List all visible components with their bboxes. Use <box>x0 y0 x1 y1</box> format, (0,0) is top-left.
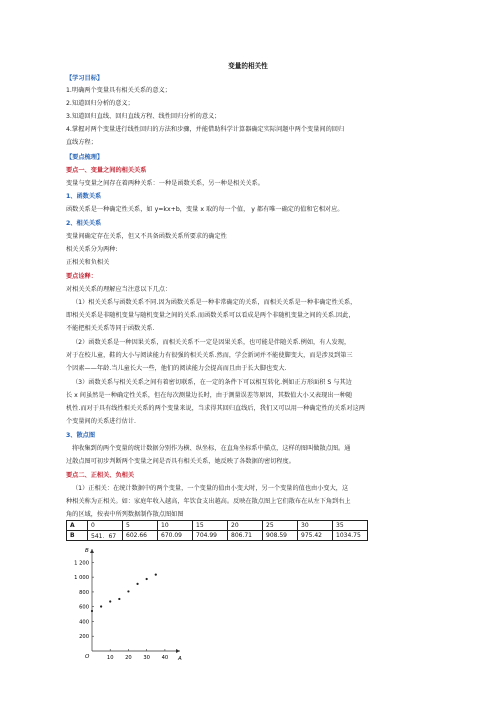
x-tick-label: 40 <box>161 655 169 661</box>
row-a-label: A <box>67 521 88 531</box>
note-3-line: 机性.而对于具有线性相关关系的两个变量来说，当求得其回归直线后，我们又可以用一种确定性的关系对这两 <box>66 405 365 412</box>
table-cell: 602.66 <box>123 531 158 541</box>
section-2-line: 相关关系分为两种: <box>66 246 118 253</box>
table-cell: 704.99 <box>193 531 228 541</box>
table-cell: 20 <box>228 521 263 531</box>
goal-2: 2.知道回归分析的意义； <box>66 100 134 107</box>
y-axis-label: B <box>85 548 89 554</box>
y-tick-label: 800 <box>79 589 89 596</box>
table-cell: 1034.75 <box>333 531 368 541</box>
note-2-line: 对于在校儿童，鞋的大小与阅读能力有很强的相关关系.然而，学会新词并不能使脚变大，而是涉及到第三 <box>66 352 353 359</box>
point-2-title: 要点二、正相关、负相关 <box>66 472 135 479</box>
x-axis-label: A <box>178 656 182 662</box>
x-tick-label: 20 <box>125 655 132 661</box>
x-tick-label: 30 <box>143 655 150 661</box>
table-cell: 908.59 <box>263 531 298 541</box>
scatter-point <box>109 600 111 602</box>
origin-label: O <box>85 654 90 660</box>
table-cell: 30 <box>298 521 333 531</box>
table-cell: 15 <box>193 521 228 531</box>
table-cell: 10 <box>158 521 193 531</box>
y-tick-label: 1 200 <box>74 560 89 567</box>
point-1-text: 变量与变量之间存在着两种关系：一种是函数关系，另一种是相关关系。 <box>66 180 264 187</box>
scatter-point <box>146 578 148 580</box>
section-3-title: 3、散点图 <box>66 432 96 439</box>
point-2-line: 角的区域，按表中所列数据制作散点图如图 <box>66 511 184 518</box>
data-table <box>66 520 368 541</box>
scatter-point <box>118 598 120 600</box>
y-axis-arrow <box>90 549 94 553</box>
table-cell: 975.42 <box>298 531 333 541</box>
scatter-point <box>127 590 129 592</box>
point-1-title: 要点一、变量之间的相关关系 <box>66 167 147 174</box>
table-row-b <box>67 531 368 541</box>
y-tick-label: 1 000 <box>74 575 89 582</box>
note-1-line: 即相关关系是非随机变量与随机变量之间的关系.而函数关系可以看成是两个非随机变量之间的关系.因此， <box>66 312 355 319</box>
goals-heading: 【学习目标】 <box>66 75 104 82</box>
table-cell: 806.71 <box>228 531 263 541</box>
section-1-title: 1、函数关系 <box>66 193 102 200</box>
goal-3: 3.知道回归直线、回归直线方程、线性回归分析的意义； <box>66 113 221 120</box>
table-cell: 25 <box>263 521 298 531</box>
scatter-chart <box>62 541 192 665</box>
x-axis-arrow <box>176 649 180 653</box>
table-cell: 670.09 <box>158 531 193 541</box>
table-cell: 5 <box>123 521 158 531</box>
table-row-a <box>67 521 368 531</box>
scatter-point <box>91 610 93 612</box>
y-tick-label: 400 <box>79 619 89 626</box>
note-1-line: （1）相关关系与函数关系不同.因为函数关系是一种非常确定的关系，而相关关系是一种非确定性关系， <box>72 299 357 306</box>
section-3-line: 将收集到的两个变量的统计数据分别作为横、纵坐标，在直角坐标系中描点，这样的图叫做散点图。通 <box>72 445 351 452</box>
note-title: 要点诠释： <box>66 273 97 280</box>
note-2-line: （2）函数关系是一种因果关系，而相关关系不一定是因果关系，也可能是伴随关系.例如，有人发现， <box>72 339 351 346</box>
section-3-line: 过散点图可初步判断两个变量之间是否具有相关关系，她反映了各数据的密切程度。 <box>66 458 295 465</box>
table-cell: 541．67 <box>88 531 123 541</box>
points-heading: 【要点梳理】 <box>66 154 104 161</box>
note-3-line: （3）函数关系与相关关系之间有着密切联系，在一定的条件下可以相互转化.例如正方形面积 S 与其边 <box>72 379 352 386</box>
note-3-line: 个变量间的关系进行估计. <box>66 418 137 425</box>
table-cell: 35 <box>333 521 368 531</box>
section-2-line: 变量间确定存在关系，但又不具备函数关系所要求的确定性 <box>66 233 227 240</box>
note-1-line: 不能把相关关系等同于函数关系. <box>66 325 155 332</box>
section-2-title: 2、相关关系 <box>66 220 102 227</box>
page-title: 变量的相关性 <box>228 62 268 70</box>
scatter-point <box>155 573 157 575</box>
y-tick-label: 200 <box>79 634 89 641</box>
section-2-line: 正相关和负相关 <box>66 259 110 266</box>
row-b-label: B <box>67 531 88 541</box>
point-2-line: 种相关称为正相关。如：家庭年收入越高，年饮食支出越高。反映在散点图上它们散布在从左下角到右上 <box>66 498 351 505</box>
note-2-line: 个因素——年龄.当儿童长大一些，他们的阅读能力会提高而且由于长大脚也变大. <box>66 365 287 372</box>
note-intro: 对相关关系的理解应当注意以下几点： <box>66 286 172 293</box>
scatter-point <box>100 605 102 607</box>
note-3-line: 长 x 间虽然是一种确定性关系，但在每次测量边长时，由于测量误差等原因，其数值大小又表现出一种随 <box>66 392 353 399</box>
table-cell: 0 <box>88 521 123 531</box>
goal-4: 4.掌握对两个变量进行线性回归的方法和步骤，并能借助科学计算器确定实际问题中两个变量间的回归 <box>66 126 345 133</box>
y-tick-label: 600 <box>79 604 89 611</box>
section-1-text: 函数关系是一种确定性关系，如 y=kx+b，变量 x 取的每一个值， y 都有唯一确定的值和它相对应。 <box>66 206 344 213</box>
goal-1: 1.明确两个变量具有相关关系的意义； <box>66 87 171 94</box>
point-2-line: （1）正相关：在统计数据中的两个变量，一个变量的值由小变大时，另一个变量的值也由小变大，这 <box>72 485 349 492</box>
goal-4-cont: 直线方程； <box>66 139 97 146</box>
scatter-point <box>136 583 138 585</box>
x-tick-label: 10 <box>106 655 114 661</box>
